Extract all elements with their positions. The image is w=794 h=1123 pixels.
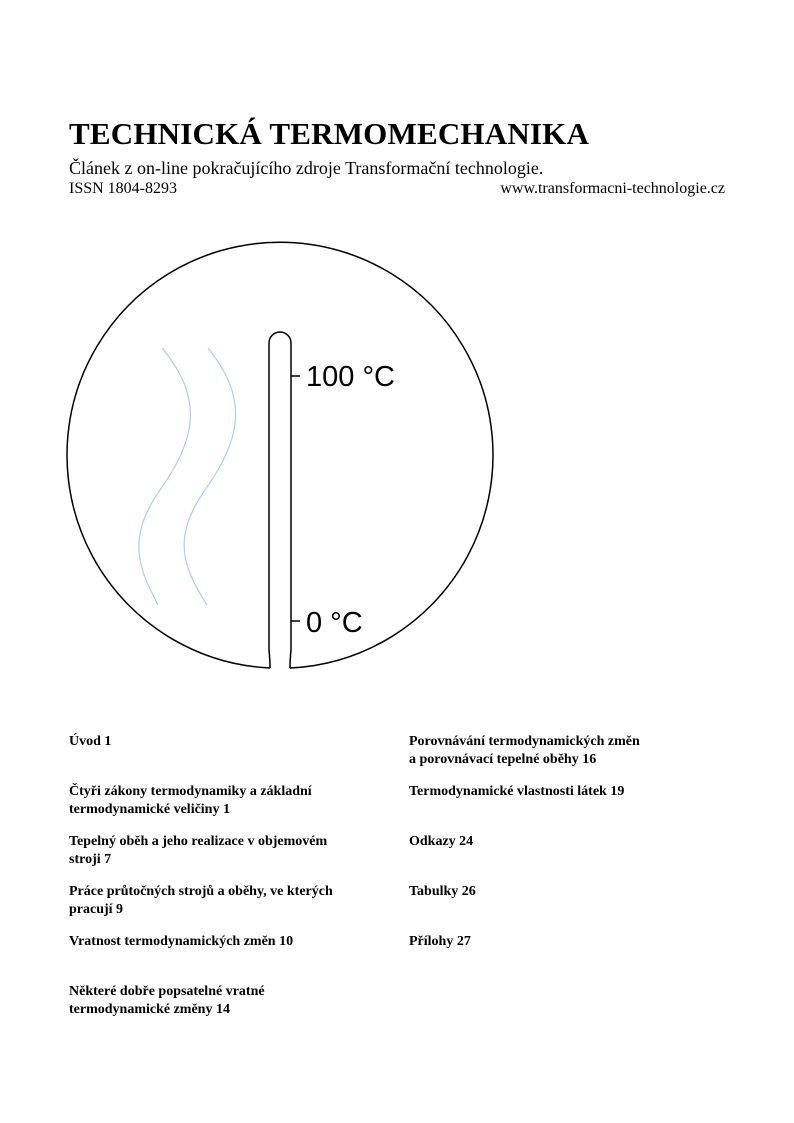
toc-item-line: Vratnost termodynamických změn 10: [69, 934, 294, 949]
toc-left-column: [69, 733, 369, 1033]
toc-item[interactable]: [69, 883, 369, 933]
toc-item-line: Některé dobře popsatelné vratné: [69, 984, 265, 999]
toc-item-line: Tepelný oběh a jeho realizace v objemovém: [69, 834, 328, 849]
label-100-celsius: 100 °C: [306, 361, 395, 393]
toc-item-line: Porovnávání termodynamických změn: [409, 734, 640, 749]
toc-right-column: [409, 733, 709, 983]
toc-item-line: pracují 9: [69, 902, 124, 917]
toc-item[interactable]: [69, 733, 369, 783]
toc-item[interactable]: [69, 833, 369, 883]
heat-wave-left: [139, 348, 191, 605]
toc-item[interactable]: [409, 833, 709, 883]
toc-item[interactable]: [409, 783, 709, 833]
toc-item-line: Přílohy 27: [409, 934, 471, 949]
emblem-circle-outline: [67, 242, 493, 668]
website-link[interactable]: www.transformacni-technologie.cz: [500, 180, 725, 197]
toc-item-line: Odkazy 24: [409, 834, 474, 849]
toc-item[interactable]: [69, 933, 369, 983]
page-title: TECHNICKÁ TERMOMECHANIKA: [69, 116, 590, 151]
toc-item-line: termodynamické změny 14: [69, 1002, 230, 1017]
toc-item[interactable]: [409, 933, 709, 983]
toc-item[interactable]: [409, 883, 709, 933]
toc-item-line: termodynamické veličiny 1: [69, 802, 230, 817]
toc-item[interactable]: [69, 983, 369, 1033]
toc-item-line: Termodynamické vlastnosti látek 19: [409, 784, 625, 799]
toc-item-line: Práce průtočných strojů a oběhy, ve kterých: [69, 884, 333, 899]
toc-item-line: a porovnávací tepelné oběhy 16: [409, 752, 597, 767]
issn: ISSN 1804-8293: [69, 180, 178, 197]
toc-item-line: Čtyři zákony termodynamiky a základní: [69, 784, 312, 799]
toc-item-line: stroji 7: [69, 852, 112, 867]
label-0-celsius: 0 °C: [306, 607, 363, 639]
heat-wave-right: [184, 348, 235, 605]
thermometer-stem: [269, 332, 291, 668]
toc-item[interactable]: [69, 783, 369, 833]
toc-item-line: Tabulky 26: [409, 884, 476, 899]
toc-item-line: Úvod 1: [69, 734, 112, 749]
subtitle: Článek z on-line pokračujícího zdroje Transformační technologie.: [69, 158, 544, 178]
toc-item[interactable]: [409, 733, 709, 783]
